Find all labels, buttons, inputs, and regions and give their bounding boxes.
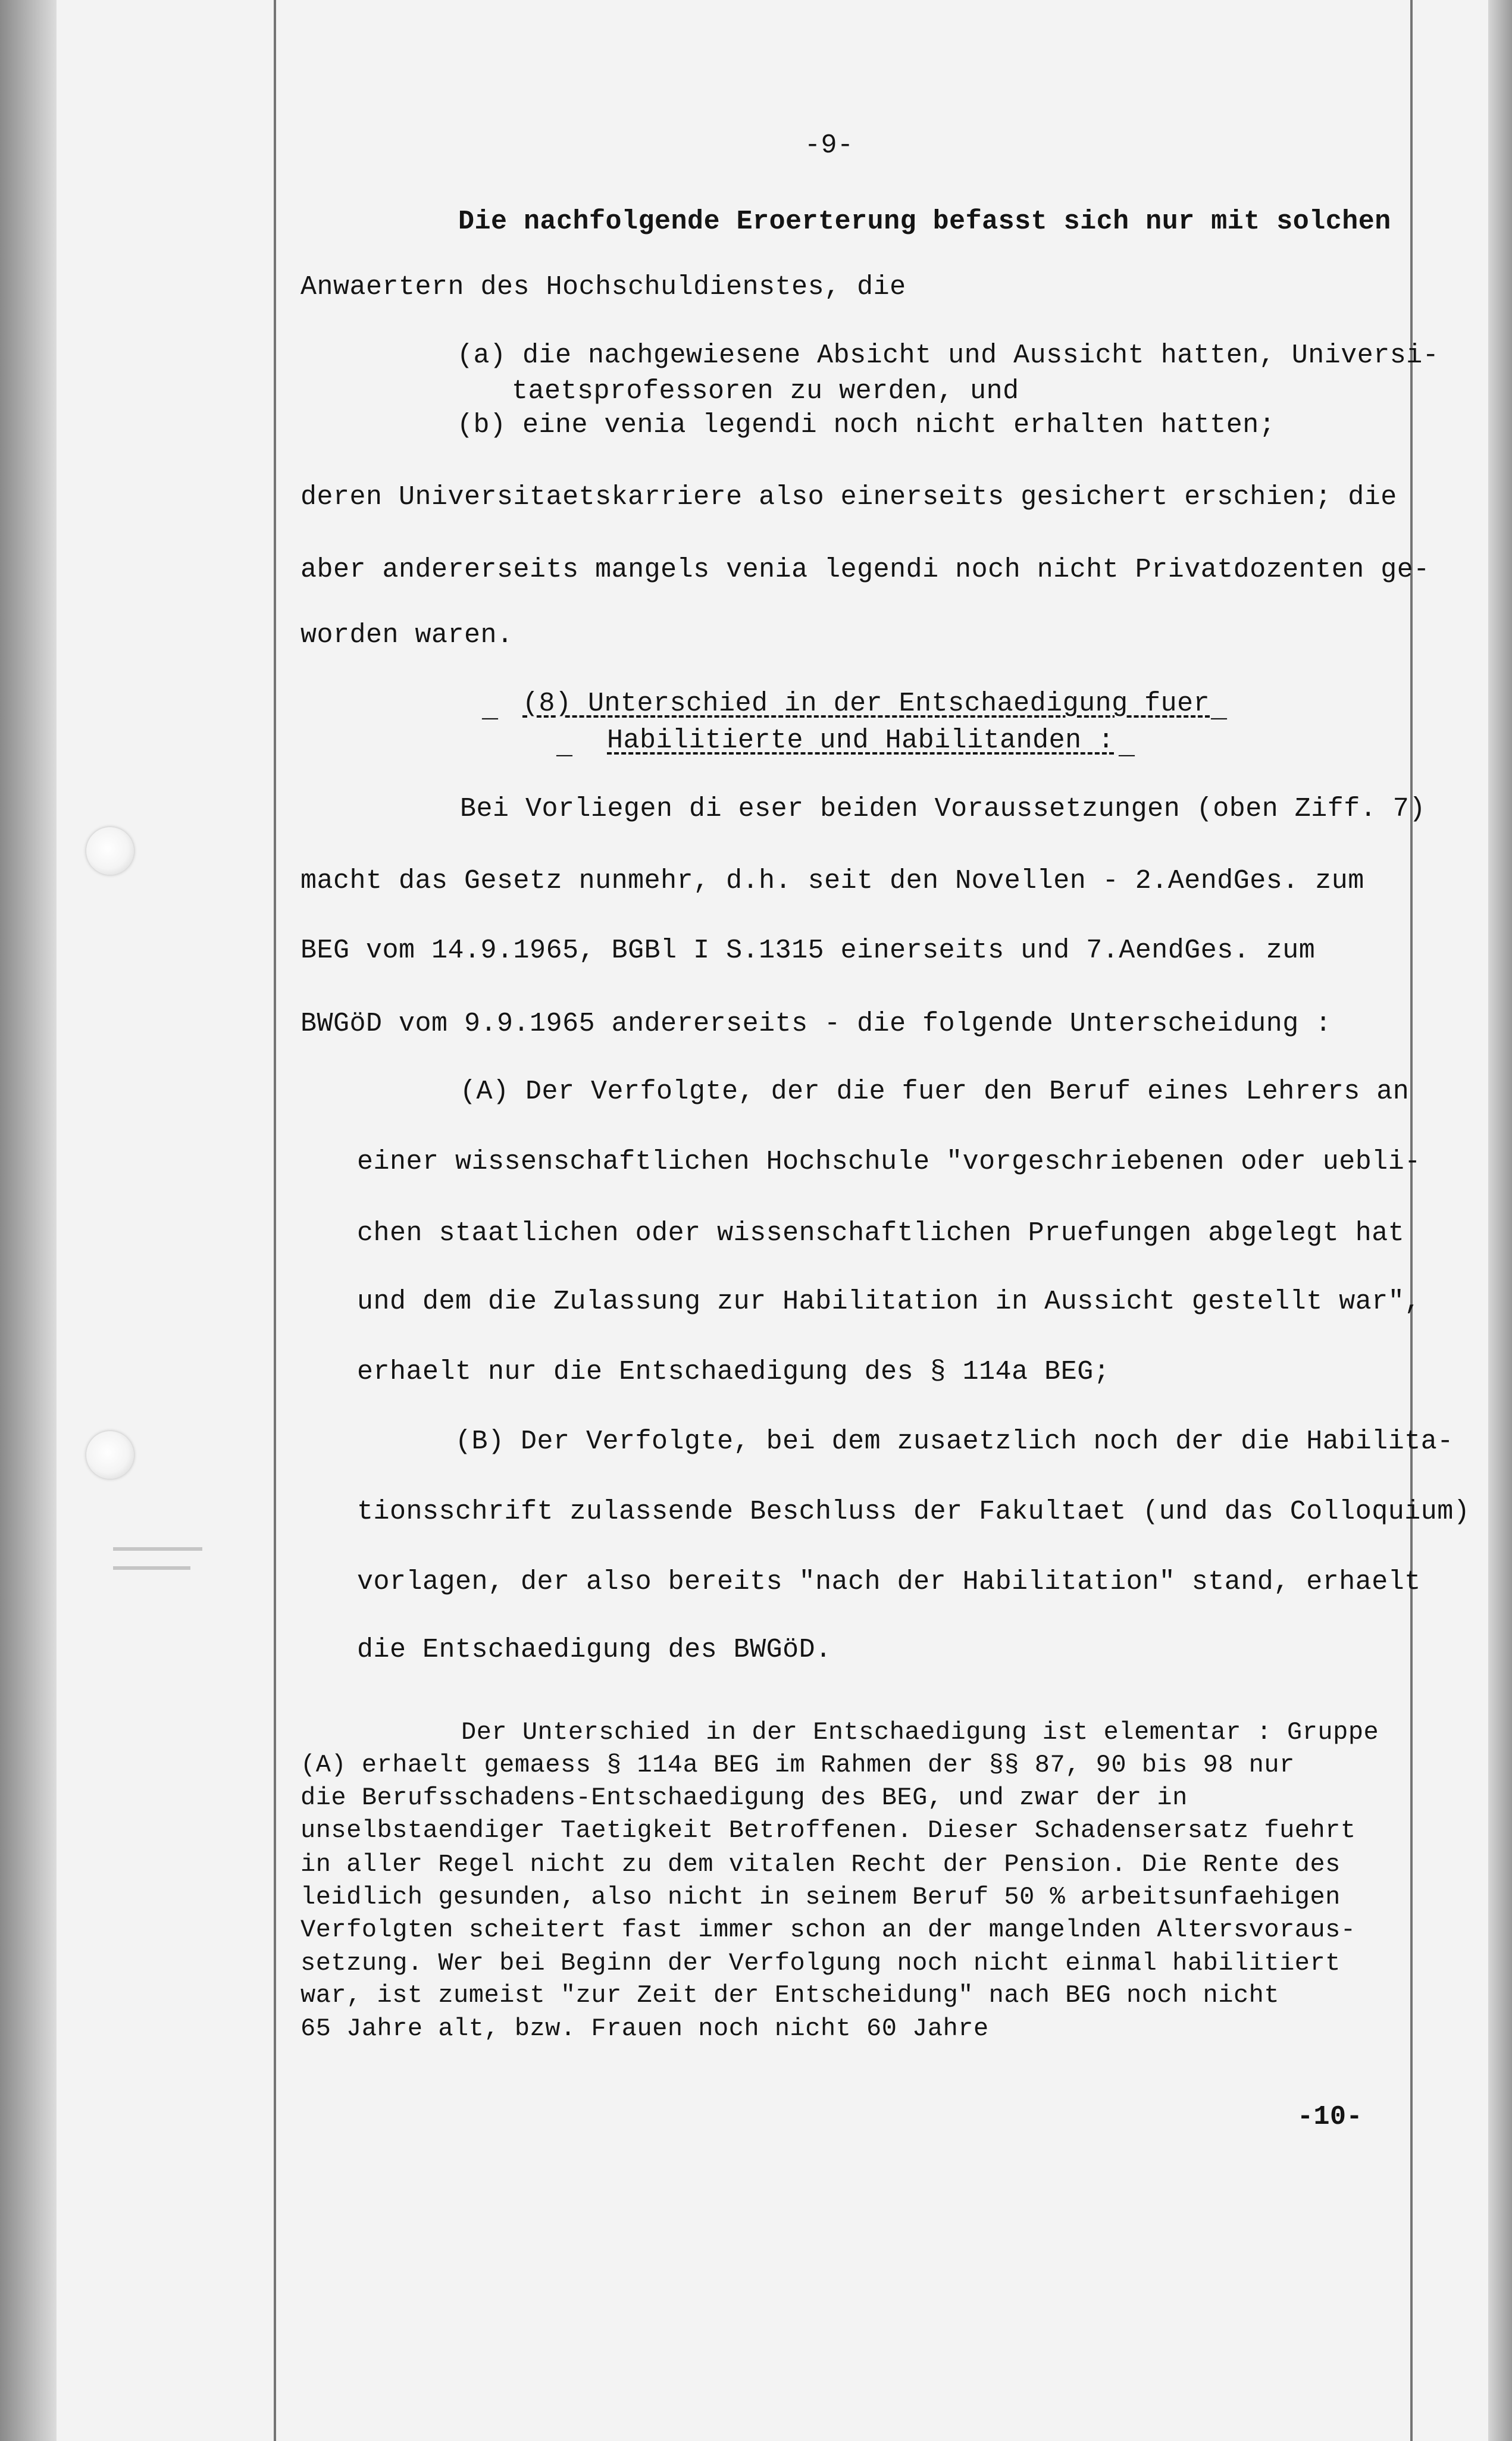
text-line: Die nachfolgende Eroerterung befasst sich nur mit solchen <box>458 206 1391 237</box>
text-line: die Berufsschadens-Entschaedigung des BEG, und zwar der in <box>300 1783 1188 1812</box>
case-a-line: chen staatlichen oder wissenschaftlichen Pruefungen abgelegt hat <box>357 1218 1405 1248</box>
text-line: deren Universitaetskarriere also einerseits gesichert erschien; die <box>300 482 1397 512</box>
case-a-line: erhaelt nur die Entschaedigung des § 114a BEG; <box>357 1357 1110 1387</box>
text-line: BEG vom 14.9.1965, BGBl I S.1315 einerseits und 7.AendGes. zum <box>300 935 1316 966</box>
case-a-line: einer wissenschaftlichen Hochschule "vorgeschriebenen oder uebli- <box>357 1147 1421 1177</box>
text-line: Anwaertern des Hochschuldienstes, die <box>300 272 906 302</box>
text-line: war, ist zumeist "zur Zeit der Entscheidung" nach BEG noch nicht <box>300 1981 1280 2010</box>
bleed-through-mark <box>113 1566 190 1570</box>
text-line: Bei Vorliegen di eser beiden Voraussetzungen (oben Ziff. 7) <box>460 794 1426 824</box>
left-margin-rule <box>274 0 276 2441</box>
heading-dash: _ <box>1211 694 1228 725</box>
next-page-marker: -10- <box>1297 2102 1363 2132</box>
text-line: setzung. Wer bei Beginn der Verfolgung noch nicht einmal habilitiert <box>300 1949 1341 1977</box>
heading-dash: _ <box>482 694 499 725</box>
case-a-line: und dem die Zulassung zur Habilitation in Aussicht gestellt war", <box>357 1287 1421 1317</box>
punch-hole <box>86 1431 134 1479</box>
case-a-line: (A) Der Verfolgte, der die fuer den Beruf eines Lehrers an <box>460 1076 1410 1107</box>
text-line: unselbstaendiger Taetigkeit Betroffenen. Dieser Schadensersatz fuehrt <box>300 1816 1356 1845</box>
section-heading: Habilitierte und Habilitanden : <box>607 725 1115 756</box>
section-heading: (8) Unterschied in der Entschaedigung fuer <box>522 689 1210 719</box>
text-line: macht das Gesetz nunmehr, d.h. seit den Novellen - 2.AendGes. zum <box>300 866 1364 896</box>
heading-dash: _ <box>556 731 573 762</box>
bleed-through-mark <box>113 1547 202 1551</box>
heading-dash: _ <box>1119 731 1135 762</box>
case-b-line: (B) Der Verfolgte, bei dem zusaetzlich noch der die Habilita- <box>455 1426 1454 1457</box>
page-number: -9- <box>804 130 854 161</box>
condition-line: (b) eine venia legendi noch nicht erhalten hatten; <box>457 410 1276 440</box>
condition-line: (a) die nachgewiesene Absicht und Aussicht hatten, Universi- <box>457 340 1439 371</box>
text-line: 65 Jahre alt, bzw. Frauen noch nicht 60 Jahre <box>300 2014 989 2043</box>
text-line: worden waren. <box>300 620 514 650</box>
text-line: leidlich gesunden, also nicht in seinem Beruf 50 % arbeitsunfaehigen <box>300 1883 1341 1911</box>
text-line: BWGöD vom 9.9.1965 andererseits - die folgende Unterscheidung : <box>300 1009 1332 1039</box>
case-b-line: die Entschaedigung des BWGöD. <box>357 1635 832 1665</box>
text-line: aber andererseits mangels venia legendi noch nicht Privatdozenten ge- <box>300 555 1430 585</box>
case-b-line: vorlagen, der also bereits "nach der Habilitation" stand, erhaelt <box>357 1567 1421 1597</box>
text-line: (A) erhaelt gemaess § 114a BEG im Rahmen der §§ 87, 90 bis 98 nur <box>300 1751 1295 1779</box>
text-line: Der Unterschied in der Entschaedigung ist elementar : Gruppe <box>461 1718 1379 1747</box>
scan-right-edge <box>1488 0 1512 2441</box>
text-line: Verfolgten scheitert fast immer schon an der mangelnden Altersvoraus- <box>300 1916 1356 1944</box>
scan-left-edge <box>0 0 57 2441</box>
text-line: in aller Regel nicht zu dem vitalen Recht der Pension. Die Rente des <box>300 1850 1341 1879</box>
punch-hole <box>86 827 134 875</box>
case-b-line: tionsschrift zulassende Beschluss der Fakultaet (und das Colloquium) <box>357 1497 1470 1527</box>
condition-line: taetsprofessoren zu werden, und <box>512 376 1019 406</box>
